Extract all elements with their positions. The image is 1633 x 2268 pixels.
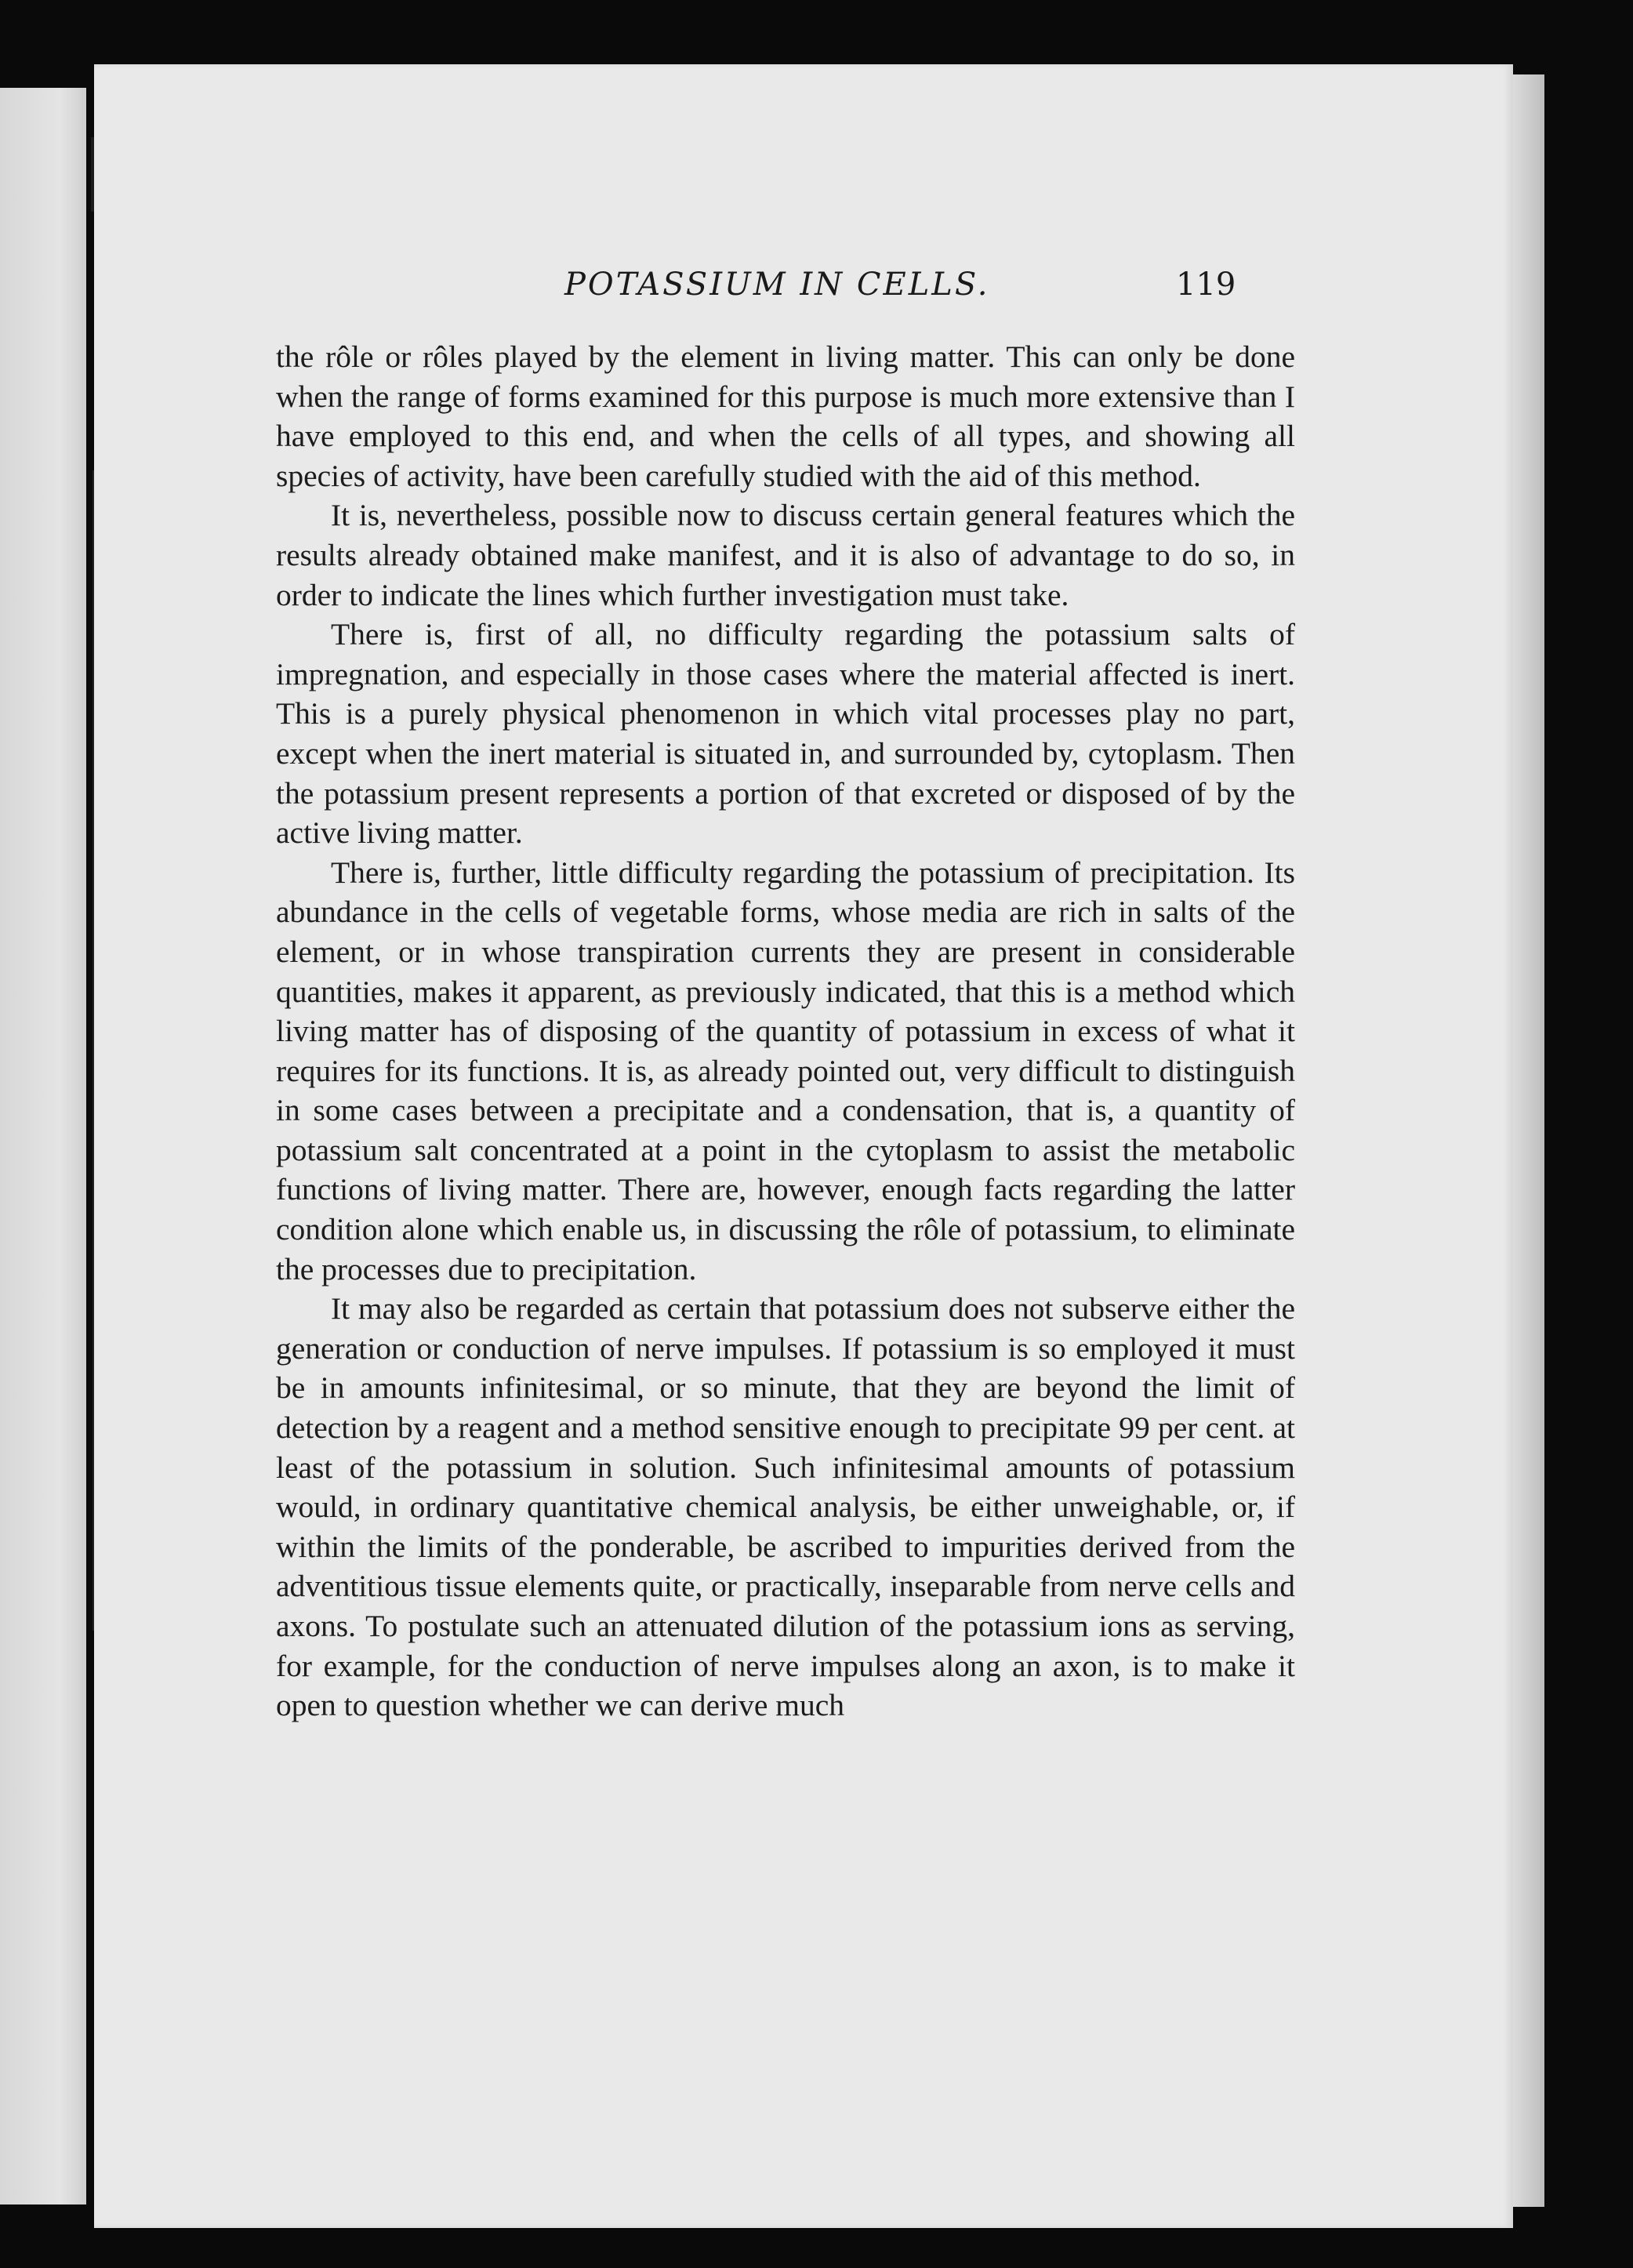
page-header: [274, 267, 1294, 321]
page-stack-edge: [1513, 74, 1544, 2207]
paragraph: There is, first of all, no difficulty regarding the potassium salts of impregnation, and especially in those cases where the material affected is inert. This is a purely physical phenomenon in which vital processes play no part, except when the inert material is situated in, and surrounded by, cytoplasm. Then the potassium present represents a portion of that excreted or disposed of by the active living matter.: [276, 617, 1295, 851]
facing-page-edge: [0, 88, 86, 2204]
paragraph: There is, further, little difficulty regarding the potassium of precipitation. Its abundance in the cells of vegetable forms, whose media are rich in salts of the element, or in whose transpiration currents they are present in considerable quantities, makes it apparent, as previously indicated, that this is a method which living matter has of disposing of the quantity of potassium in excess of what it requires for its functions. It is, as already pointed out, very difficult to distinguish in some cases between a precipitate and a condensation, that is, a quantity of potassium salt concentrated at a point in the cytoplasm to assist the metabolic functions of living matter. There are, however, enough facts regarding the latter condition alone which enable us, in discussing the rôle of potassium, to eliminate the processes due to precipitation.: [276, 855, 1295, 1286]
paragraph: It is, nevertheless, possible now to discuss certain general features which the results already obtained make manifest, and it is also of advantage to do so, in order to indicate the lines which further investigation must take.: [276, 498, 1295, 612]
page-number: 119: [1176, 267, 1236, 303]
paragraph: It may also be regarded as certain that potassium does not subserve either the generation or conduction of nerve impulses. If potassium is so employed it must be in amounts infinitesimal, or so minute, that they are beyond the limit of detection by a reagent and a method sensitive enough to precipitate 99 per cent. at least of the potassium in solution. Such infinitesimal amounts of potassium would, in ordinary quantitative chemical analysis, be either unweighable, or, if within the limits of the ponderable, be ascribed to impurities derived from the adventitious tissue elements quite, or practically, inseparable from nerve cells and axons. To postulate such an attenuated dilution of the potassium ions as serving, for example, for the conduction of nerve impulses along an axon, is to make it open to question whether we can derive much: [276, 1291, 1295, 1723]
body-text: [276, 337, 1295, 1725]
running-title: POTASSIUM IN CELLS.: [564, 267, 990, 303]
paragraph: the rôle or rôles played by the element in living matter. This can only be done when the range of forms examined for this purpose is much more extensive than I have employed to this end, and when the cells of all types, and showing all species of activity, have been carefully studied with the aid of this method.: [276, 339, 1295, 493]
